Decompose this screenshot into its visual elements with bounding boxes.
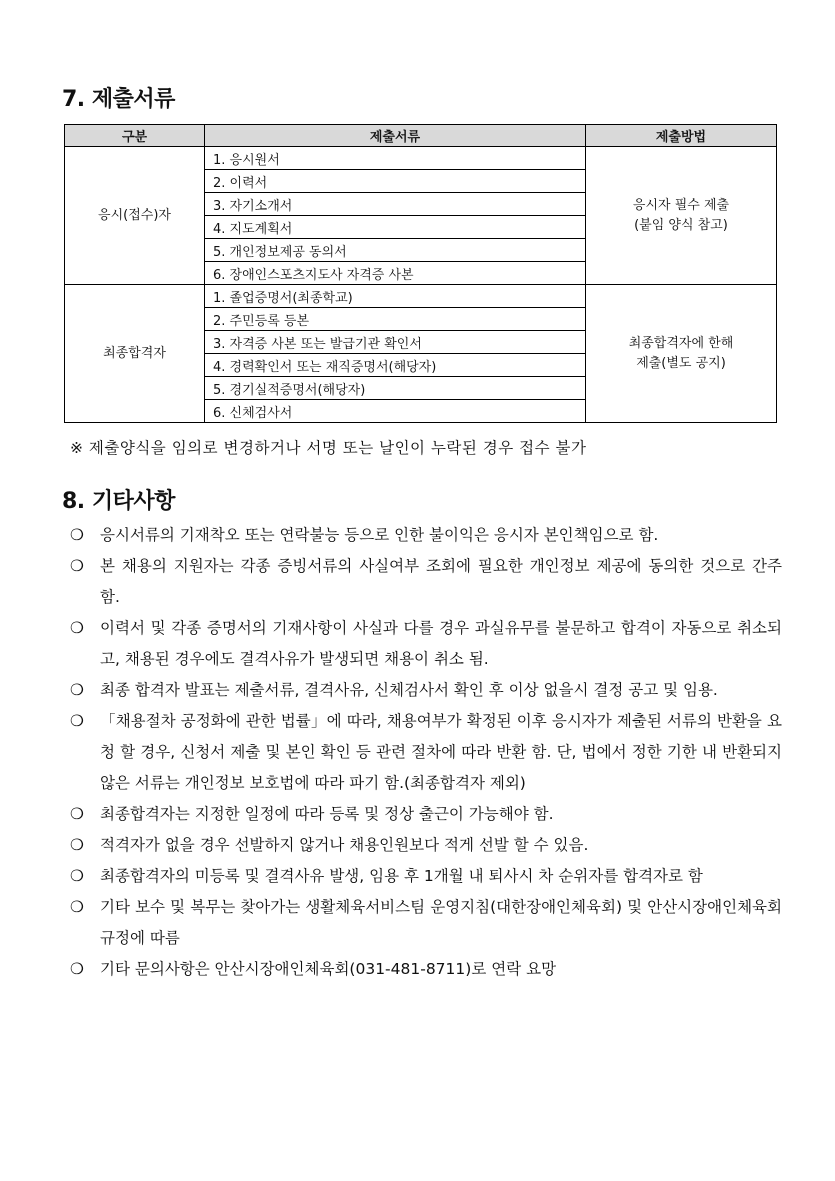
list-item-text: 최종합격자의 미등록 및 결격사유 발생, 임용 후 1개월 내 퇴사시 차 순위자를 합격자로 함	[100, 867, 703, 885]
list-item-text: 기타 문의사항은 안산시장애인체육회(031-481-8711)로 연락 요망	[100, 960, 557, 978]
list-item-text: 본 채용의 지원자는 각종 증빙서류의 사실여부 조회에 필요한 개인정보 제공에 동의한 것으로 간주 함.	[100, 557, 782, 606]
document-item: 4. 경력확인서 또는 재직증명서(해당자)	[205, 354, 586, 377]
submission-note: ※ 제출양식을 임의로 변경하거나 서명 또는 날인이 누락된 경우 접수 불가	[70, 439, 587, 457]
circle-bullet-icon: ❍	[70, 960, 84, 978]
table-header-row	[65, 125, 777, 147]
section-7-title: 7. 제출서류	[62, 87, 175, 112]
section-8-title: 8. 기타사항	[62, 489, 175, 514]
circle-bullet-icon: ❍	[70, 712, 84, 730]
list-item	[70, 675, 782, 706]
list-item-text: 최종 합격자 발표는 제출서류, 결격사유, 신체검사서 확인 후 이상 없을시 결정 공고 및 임용.	[100, 681, 718, 699]
document-item: 6. 신체검사서	[205, 400, 586, 423]
circle-bullet-icon: ❍	[70, 557, 84, 575]
circle-bullet-icon: ❍	[70, 526, 84, 544]
list-item	[70, 799, 782, 830]
method-final-successful	[586, 285, 777, 423]
table-row	[65, 147, 777, 170]
document-item: 3. 자기소개서	[205, 193, 586, 216]
method-applicant	[586, 147, 777, 285]
list-item-text: 적격자가 없을 경우 선발하지 않거나 채용인원보다 적게 선발 할 수 있음.	[100, 836, 589, 854]
circle-bullet-icon: ❍	[70, 619, 84, 637]
list-item	[70, 830, 782, 861]
list-item	[70, 613, 782, 675]
header-documents: 제출서류	[205, 125, 586, 147]
document-item: 5. 경기실적증명서(해당자)	[205, 377, 586, 400]
method-line: 최종합격자에 한해	[628, 335, 734, 351]
list-item	[70, 551, 782, 613]
list-item	[70, 954, 782, 985]
circle-bullet-icon: ❍	[70, 681, 84, 699]
document-item: 4. 지도계획서	[205, 216, 586, 239]
circle-bullet-icon: ❍	[70, 867, 84, 885]
group-final-successful: 최종합격자	[65, 285, 205, 423]
header-category: 구분	[65, 125, 205, 147]
list-item	[70, 892, 782, 954]
list-item-text: 이력서 및 각종 증명서의 기재사항이 사실과 다를 경우 과실유무를 불문하고 합격이 자동으로 취소되고, 채용된 경우에도 결격사유가 발생되면 채용이 취소 됨.	[100, 619, 782, 668]
circle-bullet-icon: ❍	[70, 805, 84, 823]
method-line: 응시자 필수 제출	[632, 197, 730, 213]
list-item	[70, 706, 782, 799]
document-item: 6. 장애인스포츠지도사 자격증 사본	[205, 262, 586, 285]
document-item: 1. 응시원서	[205, 147, 586, 170]
circle-bullet-icon: ❍	[70, 836, 84, 854]
table-row	[65, 285, 777, 308]
header-method: 제출방법	[586, 125, 777, 147]
method-line: (붙임 양식 참고)	[634, 217, 728, 233]
other-matters-list	[70, 520, 782, 985]
submission-documents-table	[64, 124, 777, 423]
document-item: 2. 주민등록 등본	[205, 308, 586, 331]
document-item: 1. 졸업증명서(최종학교)	[205, 285, 586, 308]
list-item-text: 기타 보수 및 복무는 찾아가는 생활체육서비스팀 운영지침(대한장애인체육회) 및 안산시장애인체육회 규정에 따름	[100, 898, 782, 947]
document-item: 5. 개인정보제공 동의서	[205, 239, 586, 262]
list-item-text: 「채용절차 공정화에 관한 법률」에 따라, 채용여부가 확정된 이후 응시자가 제출된 서류의 반환을 요청 할 경우, 신청서 제출 및 본인 확인 등 관련 절차에 따라 반환 함. 단, 법에서 정한 기한 내 반환되지 않은 서류는 개인정보 보호법에 따라 파기 함.(최종합격자 제외)	[100, 712, 782, 792]
document-item: 3. 자격증 사본 또는 발급기관 확인서	[205, 331, 586, 354]
list-item	[70, 861, 782, 892]
list-item-text: 최종합격자는 지정한 일정에 따라 등록 및 정상 출근이 가능해야 함.	[100, 805, 554, 823]
document-item: 2. 이력서	[205, 170, 586, 193]
group-applicant: 응시(접수)자	[65, 147, 205, 285]
circle-bullet-icon: ❍	[70, 898, 84, 916]
method-line: 제출(별도 공지)	[636, 355, 726, 371]
list-item	[70, 520, 782, 551]
list-item-text: 응시서류의 기재착오 또는 연락불능 등으로 인한 불이익은 응시자 본인책임으로 함.	[100, 526, 659, 544]
